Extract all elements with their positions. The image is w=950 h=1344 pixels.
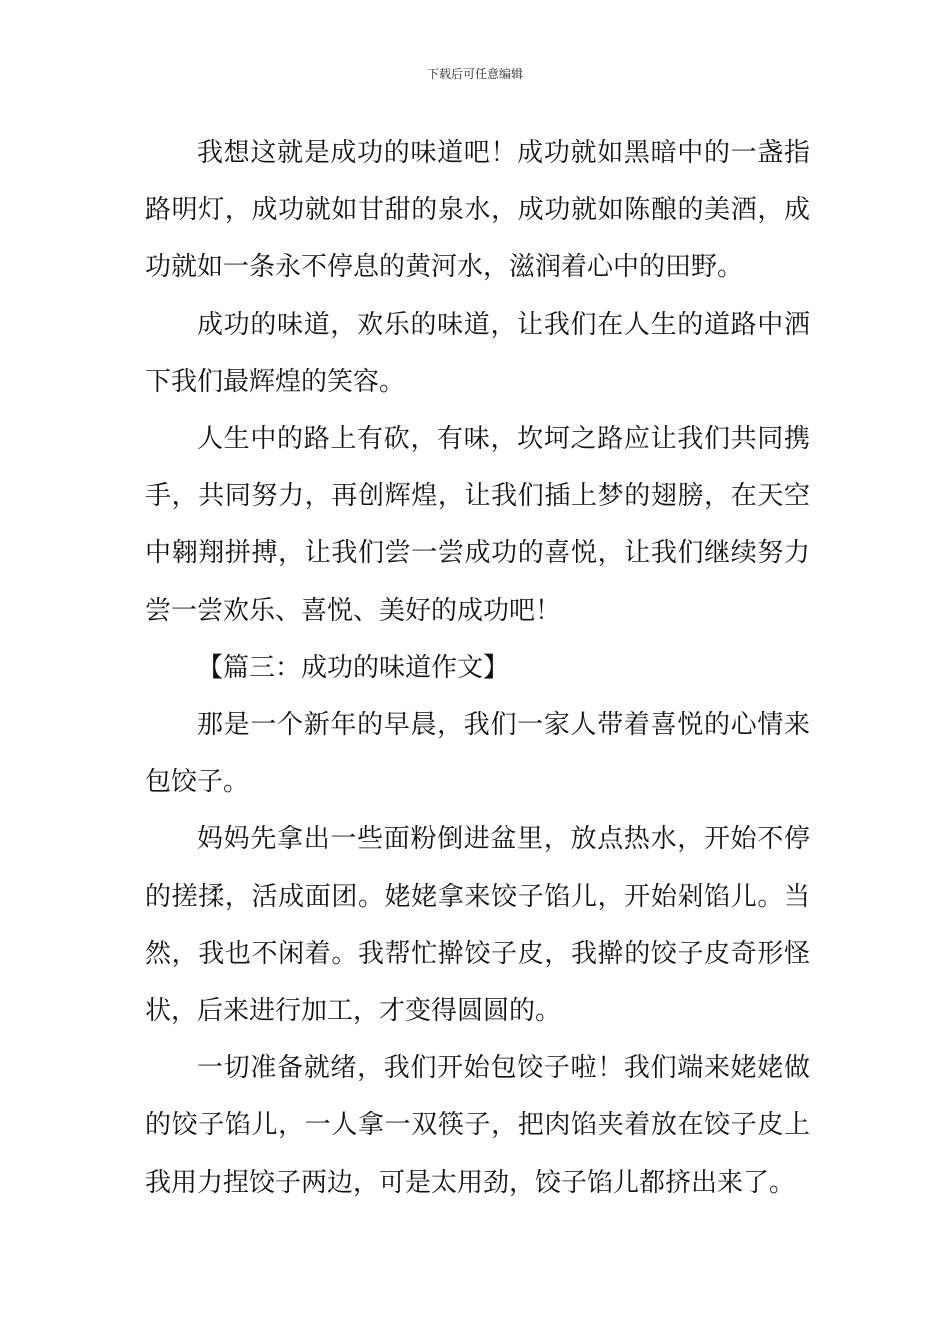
paragraph-6: 一切准备就绪，我们开始包饺子啦！我们端来姥姥做的饺子馅儿，一人拿一双筷子，把肉馅夹着放在饺子皮上我用力捏饺子两边，可是太用劲，饺子馅儿都挤出来了。 [145, 1053, 810, 1198]
paragraph-1: 我想这就是成功的味道吧！成功就如黑暗中的一盏指路明灯，成功就如甘甜的泉水，成功就如陈酿的美酒，成功就如一条永不停息的黄河水，滋润着心中的田野。 [145, 138, 810, 283]
document-body [145, 125, 810, 1212]
section-heading: 【篇三：成功的味道作文】 [197, 652, 510, 683]
paragraph-5: 妈妈先拿出一些面粉倒进盆里，放点热水，开始不停的搓揉，活成面团。姥姥拿来饺子馅儿，开始剁馅儿。当然，我也不闲着。我帮忙擀饺子皮，我擀的饺子皮奇形怪状，后来进行加工，才变得圆圆的。 [145, 824, 810, 1027]
paragraph-2: 成功的味道，欢乐的味道，让我们在人生的道路中洒下我们最辉煌的笑容。 [145, 309, 810, 397]
paragraph-4: 那是一个新年的早晨，我们一家人带着喜悦的心情来包饺子。 [145, 710, 810, 798]
page-header: 下载后可任意编辑 [426, 67, 523, 81]
paragraph-3: 人生中的路上有砍，有味，坎坷之路应让我们共同携手，共同努力，再创辉煌，让我们插上梦的翅膀，在天空中翱翔拼搏，让我们尝一尝成功的喜悦，让我们继续努力尝一尝欢乐、喜悦、美好的成功吧！ [145, 424, 810, 626]
